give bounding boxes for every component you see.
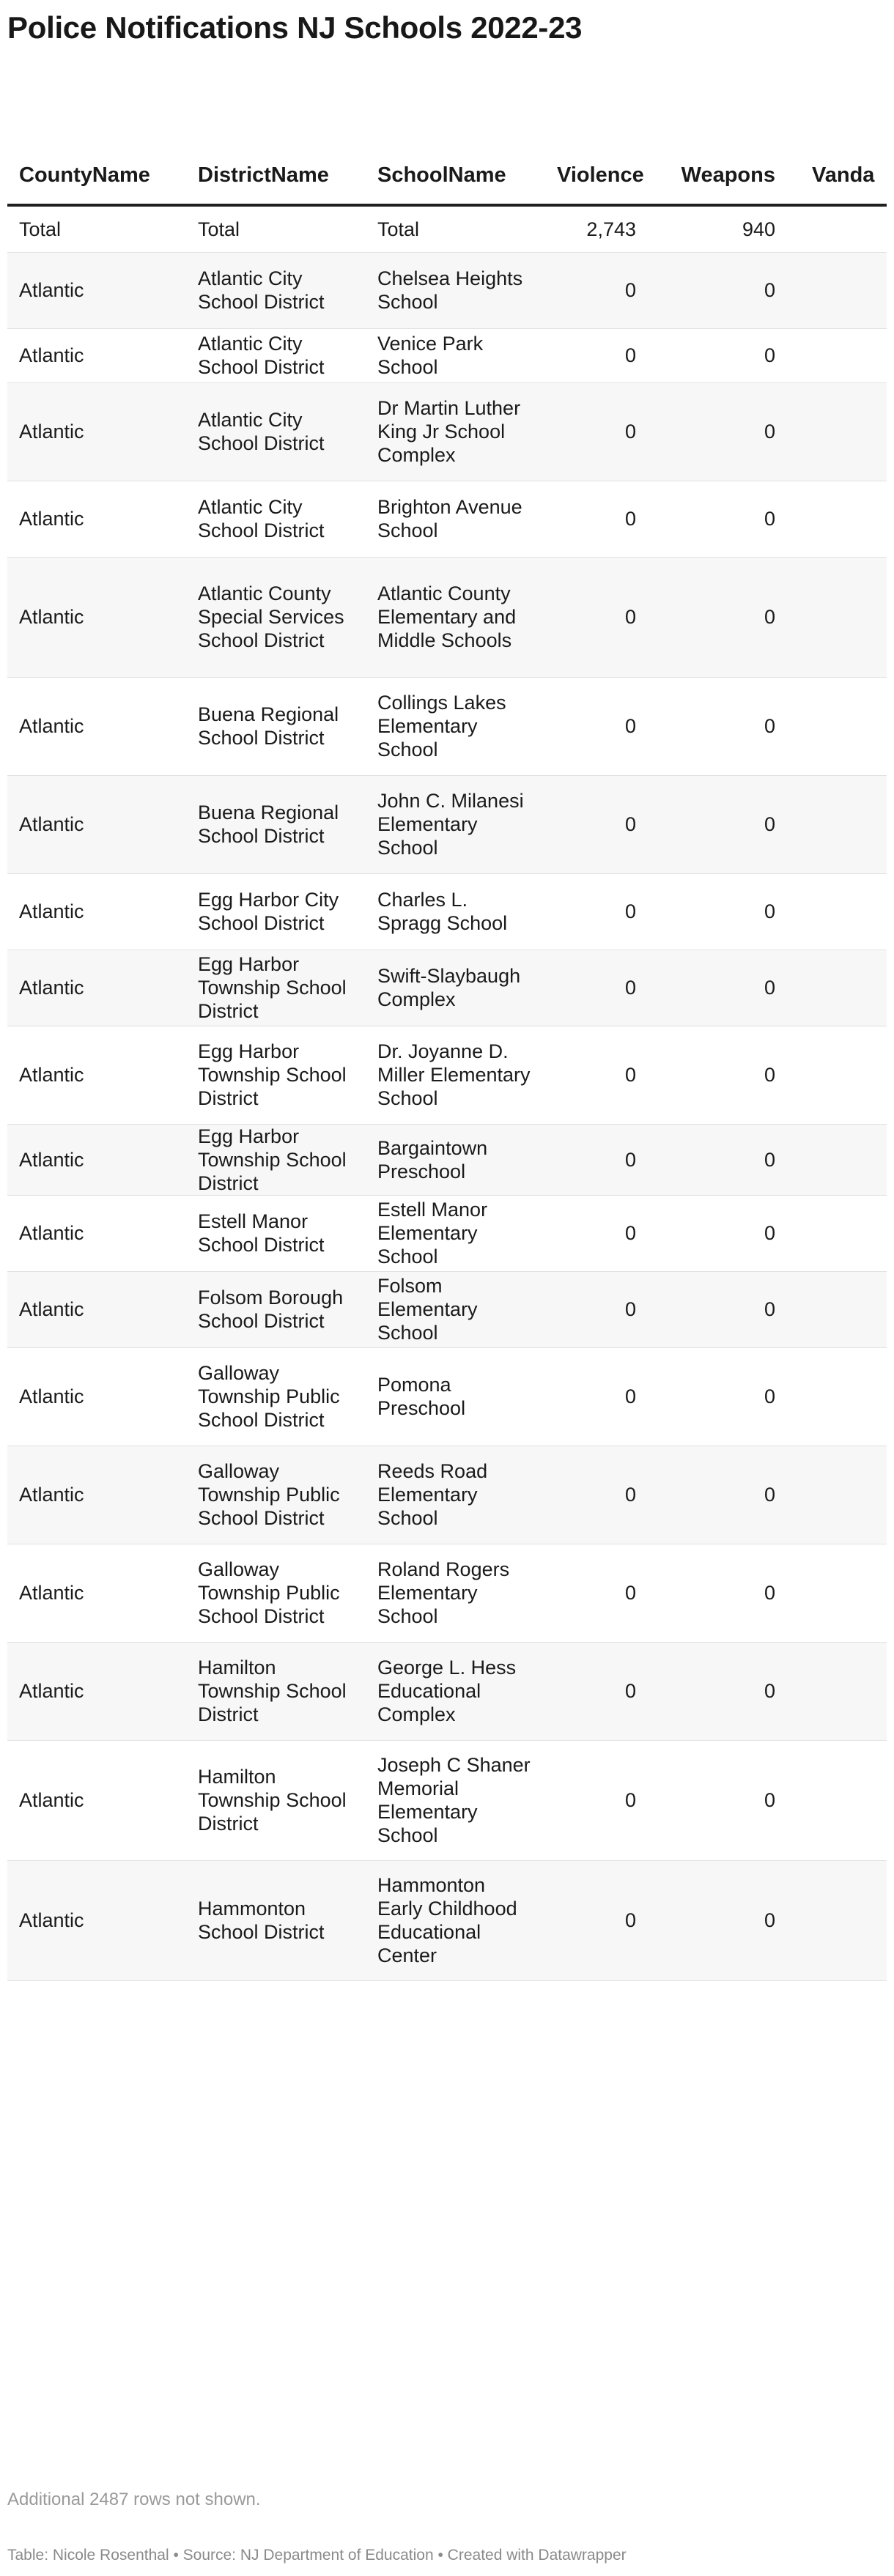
table-row [7, 1642, 887, 1740]
column-header-schoolname[interactable]: SchoolName [366, 147, 545, 205]
cell-weapons: 0 [648, 1446, 787, 1544]
cell-school: Brighton Avenue School [366, 481, 545, 557]
table-row [7, 775, 887, 873]
cell-weapons: 940 [648, 205, 787, 252]
cell-weapons: 0 [648, 1860, 787, 1980]
cell-school: Hammonton Early Childhood Educational Center [366, 1860, 545, 1980]
cell-vandalism [787, 1446, 887, 1544]
table-row [7, 677, 887, 775]
cell-county: Atlantic [7, 1740, 186, 1860]
cell-weapons: 0 [648, 1271, 787, 1347]
table-row [7, 1195, 887, 1271]
cell-county: Atlantic [7, 382, 186, 481]
cell-weapons: 0 [648, 1347, 787, 1446]
cell-district: Atlantic City School District [186, 481, 366, 557]
cell-school: Total [366, 205, 545, 252]
cell-county: Atlantic [7, 252, 186, 328]
cell-county: Atlantic [7, 1642, 186, 1740]
table-row [7, 873, 887, 950]
table-row [7, 1860, 887, 1980]
cell-violence: 0 [545, 1271, 648, 1347]
cell-vandalism [787, 1642, 887, 1740]
column-header-districtname[interactable]: DistrictName [186, 147, 366, 205]
cell-weapons: 0 [648, 382, 787, 481]
cell-county: Atlantic [7, 1195, 186, 1271]
cell-county: Atlantic [7, 677, 186, 775]
cell-vandalism [787, 557, 887, 677]
cell-county: Atlantic [7, 873, 186, 950]
cell-vandalism [787, 1544, 887, 1642]
cell-school: Estell Manor Elementary School [366, 1195, 545, 1271]
cell-county: Atlantic [7, 1124, 186, 1195]
table-body [7, 205, 887, 1980]
cell-vandalism [787, 677, 887, 775]
data-table [7, 147, 887, 1981]
cell-district: Egg Harbor Township School District [186, 1124, 366, 1195]
cell-school: Reeds Road Elementary School [366, 1446, 545, 1544]
cell-district: Galloway Township Public School District [186, 1544, 366, 1642]
cell-vandalism [787, 481, 887, 557]
cell-school: Bargaintown Preschool [366, 1124, 545, 1195]
cell-violence: 0 [545, 1446, 648, 1544]
cell-county: Atlantic [7, 328, 186, 382]
cell-school: Atlantic County Elementary and Middle Schools [366, 557, 545, 677]
cell-weapons: 0 [648, 557, 787, 677]
column-header-vandalism[interactable]: Vanda [787, 147, 887, 205]
cell-violence: 0 [545, 252, 648, 328]
table-row [7, 1271, 887, 1347]
cell-vandalism [787, 1124, 887, 1195]
table-row [7, 1026, 887, 1124]
cell-school: Dr Martin Luther King Jr School Complex [366, 382, 545, 481]
table-row [7, 950, 887, 1026]
cell-district: Galloway Township Public School District [186, 1347, 366, 1446]
cell-district: Atlantic County Special Services School District [186, 557, 366, 677]
cell-district: Estell Manor School District [186, 1195, 366, 1271]
cell-county: Atlantic [7, 1544, 186, 1642]
cell-weapons: 0 [648, 481, 787, 557]
cell-district: Galloway Township Public School District [186, 1446, 366, 1544]
cell-school: John C. Milanesi Elementary School [366, 775, 545, 873]
table-footer: Table: Nicole Rosenthal • Source: NJ Department of Education • Created with Datawrapper [7, 2547, 627, 2564]
cell-violence: 0 [545, 328, 648, 382]
cell-vandalism [787, 205, 887, 252]
column-header-countyname[interactable]: CountyName [7, 147, 186, 205]
cell-vandalism [787, 328, 887, 382]
cell-vandalism [787, 950, 887, 1026]
table-row [7, 328, 887, 382]
cell-school: Dr. Joyanne D. Miller Elementary School [366, 1026, 545, 1124]
table-row [7, 1347, 887, 1446]
cell-school: Swift-Slaybaugh Complex [366, 950, 545, 1026]
cell-vandalism [787, 252, 887, 328]
cell-vandalism [787, 1347, 887, 1446]
cell-violence: 0 [545, 775, 648, 873]
cell-county: Atlantic [7, 1446, 186, 1544]
table-row [7, 1446, 887, 1544]
cell-school: Roland Rogers Elementary School [366, 1544, 545, 1642]
cell-weapons: 0 [648, 1642, 787, 1740]
table-row-total [7, 205, 887, 252]
cell-weapons: 0 [648, 1124, 787, 1195]
cell-violence: 0 [545, 1860, 648, 1980]
table-row [7, 382, 887, 481]
cell-weapons: 0 [648, 1740, 787, 1860]
cell-district: Atlantic City School District [186, 252, 366, 328]
cell-school: Chelsea Heights School [366, 252, 545, 328]
cell-district: Folsom Borough School District [186, 1271, 366, 1347]
table-row [7, 252, 887, 328]
cell-county: Atlantic [7, 557, 186, 677]
cell-county: Atlantic [7, 1860, 186, 1980]
cell-violence: 0 [545, 382, 648, 481]
cell-violence: 0 [545, 557, 648, 677]
cell-violence: 0 [545, 1347, 648, 1446]
cell-weapons: 0 [648, 1544, 787, 1642]
cell-school: Joseph C Shaner Memorial Elementary School [366, 1740, 545, 1860]
cell-school: Venice Park School [366, 328, 545, 382]
cell-county: Atlantic [7, 775, 186, 873]
cell-district: Hamilton Township School District [186, 1642, 366, 1740]
cell-weapons: 0 [648, 677, 787, 775]
table-notes: Additional 2487 rows not shown. [7, 2490, 261, 2509]
cell-vandalism [787, 1860, 887, 1980]
table-row [7, 1544, 887, 1642]
cell-weapons: 0 [648, 252, 787, 328]
cell-district: Egg Harbor Township School District [186, 950, 366, 1026]
cell-violence: 2,743 [545, 205, 648, 252]
cell-weapons: 0 [648, 775, 787, 873]
cell-county: Atlantic [7, 1347, 186, 1446]
cell-weapons: 0 [648, 950, 787, 1026]
cell-violence: 0 [545, 873, 648, 950]
table-row [7, 1124, 887, 1195]
cell-violence: 0 [545, 1026, 648, 1124]
cell-vandalism [787, 1195, 887, 1271]
data-table-container [7, 147, 887, 1981]
table-header [7, 147, 887, 205]
cell-district: Atlantic City School District [186, 328, 366, 382]
cell-weapons: 0 [648, 328, 787, 382]
table-row [7, 557, 887, 677]
cell-county: Atlantic [7, 481, 186, 557]
cell-school: Pomona Preschool [366, 1347, 545, 1446]
cell-vandalism [787, 1271, 887, 1347]
cell-weapons: 0 [648, 1195, 787, 1271]
cell-weapons: 0 [648, 873, 787, 950]
cell-county: Atlantic [7, 1026, 186, 1124]
cell-school: George L. Hess Educational Complex [366, 1642, 545, 1740]
cell-school: Collings Lakes Elementary School [366, 677, 545, 775]
cell-vandalism [787, 873, 887, 950]
cell-vandalism [787, 1026, 887, 1124]
cell-district: Egg Harbor City School District [186, 873, 366, 950]
cell-violence: 0 [545, 1740, 648, 1860]
cell-violence: 0 [545, 1195, 648, 1271]
cell-district: Buena Regional School District [186, 677, 366, 775]
cell-violence: 0 [545, 1642, 648, 1740]
cell-violence: 0 [545, 1124, 648, 1195]
table-row [7, 1740, 887, 1860]
cell-violence: 0 [545, 481, 648, 557]
cell-district: Egg Harbor Township School District [186, 1026, 366, 1124]
cell-district: Atlantic City School District [186, 382, 366, 481]
cell-violence: 0 [545, 677, 648, 775]
cell-school: Folsom Elementary School [366, 1271, 545, 1347]
cell-county: Atlantic [7, 1271, 186, 1347]
column-header-weapons[interactable]: Weapons [648, 147, 787, 205]
cell-district: Hamilton Township School District [186, 1740, 366, 1860]
table-row [7, 481, 887, 557]
cell-county: Total [7, 205, 186, 252]
cell-violence: 0 [545, 1544, 648, 1642]
cell-county: Atlantic [7, 950, 186, 1026]
cell-vandalism [787, 1740, 887, 1860]
column-header-violence[interactable]: Violence [545, 147, 648, 205]
cell-weapons: 0 [648, 1026, 787, 1124]
cell-district: Hammonton School District [186, 1860, 366, 1980]
cell-violence: 0 [545, 950, 648, 1026]
cell-vandalism [787, 775, 887, 873]
chart-title: Police Notifications NJ Schools 2022-23 [7, 10, 583, 45]
cell-school: Charles L. Spragg School [366, 873, 545, 950]
cell-vandalism [787, 382, 887, 481]
header-row [7, 147, 887, 205]
cell-district: Buena Regional School District [186, 775, 366, 873]
cell-district: Total [186, 205, 366, 252]
